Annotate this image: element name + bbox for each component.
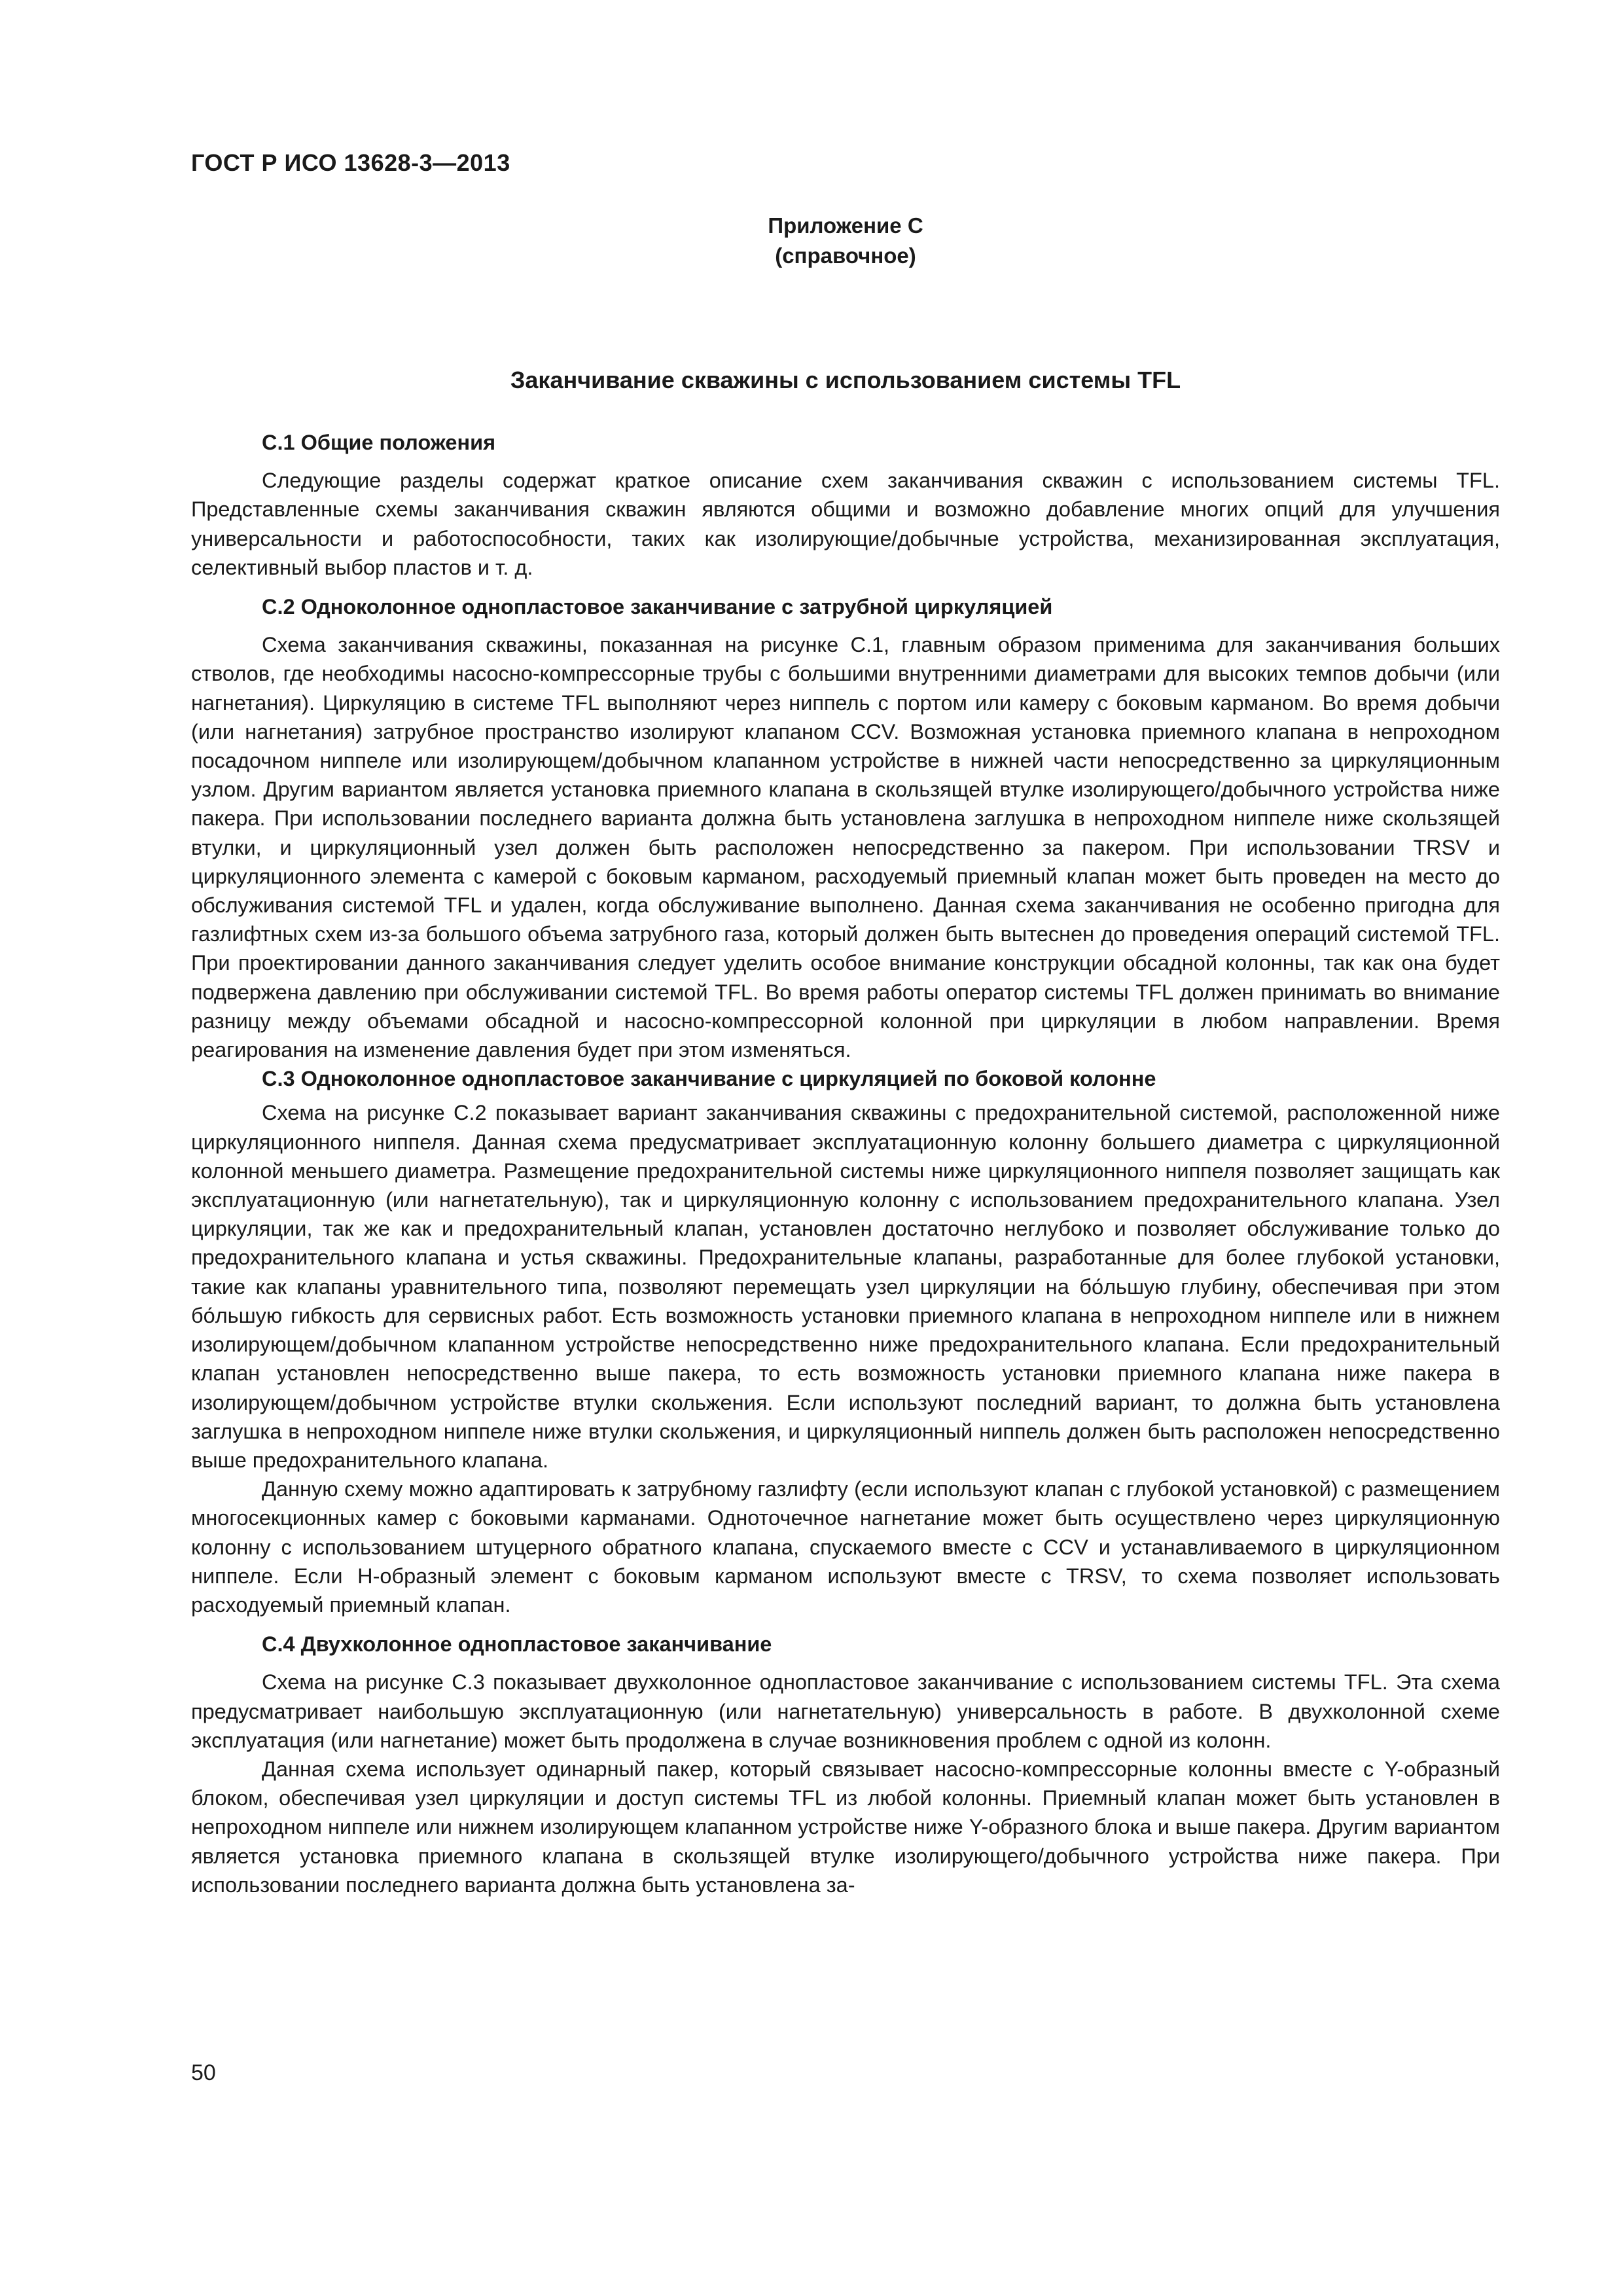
section-c3-paragraph-2: Данную схему можно адаптировать к затрубному газлифту (если используют клапан с глубокой установкой) с размещением многосекционных камер с боковыми карманами. Одноточечное нагнетание может быть осуществлено через циркуляционную колонну с использованием штуцерного обратного клапана, спускаемого вместе с CCV и устанавливаемого в циркуляционном ниппеле. Если H-образный элемент с боковым карманом используют вместе с TRSV, то схема позволяет использовать расходуемый приемный клапан.	[191, 1477, 1500, 1617]
appendix-subtitle: (справочное)	[775, 243, 916, 268]
document-page	[191, 0, 1500, 2296]
section-c3-paragraph-1: Схема на рисунке С.2 показывает вариант заканчивания скважины с предохранительной системой, расположенной ниже циркуляционного ниппеля. Данная схема предусматривает эксплуатационную колонну большего диаметра с циркуляционной колонной меньшего диаметра. Размещение предохранительной системы ниже циркуляционного ниппеля позволяет защищать как эксплуатационную (или нагнетательную), так и циркуляционную колонну с использованием предохранительного клапана. Узел циркуляции, так же как и предохранительный клапан, установлен достаточно неглубоко и позволяет обслуживание только до предохранительного клапана и устья скважины. Предохранительные клапаны, разработанные для более глубокой установки, такие как клапаны уравнительного типа, позволяют перемещать узел циркуляции на бо́льшую глубину, обеспечивая при этом бо́льшую гибкость для сервисных работ. Есть возможность установки приемного клапана в непроходном ниппеле или в нижнем изолирующем/добычном клапанном устройстве непосредственно ниже предохранительного клапана. Если предохранительный клапан установлен непосредственно выше пакера, то есть возможность установки приемного клапана ниже пакера в изолирующем/добычном устройстве втулки скольжения. Если используют последний вариант, то должна быть установлена заглушка в непроходном ниппеле ниже втулки скольжения, и циркуляционный ниппель должен быть расположен непосредственно выше предохранительного клапана.	[191, 1101, 1500, 1472]
section-c2-paragraph-1: Схема заканчивания скважины, показанная на рисунке С.1, главным образом применима для заканчивания больших стволов, где необходимы насосно-компрессорные трубы с большими внутренними диаметрами для высоких темпов добычи (или нагнетания). Циркуляцию в системе TFL выполняют через ниппель с портом или камеру с боковым карманом. Во время добычи (или нагнетания) затрубное пространство изолируют клапаном CCV. Возможная установка приемного клапана в непроходном посадочном ниппеле или изолирующем/добычном клапанном устройстве в нижней части непосредственно за циркуляционным узлом. Другим вариантом является установка приемного клапана в скользящей втулке изолирующего/добычного устройства ниже пакера. При использовании последнего варианта должна быть установлена заглушка в непроходном ниппеле ниже скользящей втулки, и циркуляционный узел должен быть расположен непосредственно за пакером. При использовании TRSV и циркуляционного элемента с камерой с боковым карманом, расходуемый приемный клапан может быть проведен на место до обслуживания системой TFL и удален, когда обслуживание выполнено. Данная схема заканчивания не особенно пригодна для газлифтных схем из-за большого объема затрубного газа, который должен быть вытеснен до проведения операций системой TFL. При проектировании данного заканчивания следует уделить особое внимание конструкции обсадной колонны, так как она будет подвержена давлению при обслуживании системой TFL. Во время работы оператор системы TFL должен принимать во внимание разницу между объемами обсадной и насосно-компрессорной колонной при циркуляции в любом направлении. Время реагирования на изменение давления будет при этом изменяться.	[191, 633, 1500, 1062]
section-c1-paragraph-1: Следующие разделы содержат краткое описание схем заканчивания скважин с использованием системы TFL. Представленные схемы заканчивания скважин являются общими и возможно добавление многих опций для улучшения универсальности и работоспособности, таких как изолирующие/добычные устройства, механизированная эксплуатация, селективный выбор пластов и т. д.	[191, 469, 1500, 579]
section-c4-paragraph-1: Схема на рисунке С.3 показывает двухколонное однопластовое заканчивание с использованием системы TFL. Эта схема предусматривает наибольшую эксплуатационную (или нагнетательную) универсальность в работе. В двухколонной схеме эксплуатация (или нагнетание) может быть продолжена в случае возникновения проблем с одной из колонн.	[191, 1670, 1500, 1752]
page-number: 50	[191, 2060, 216, 2085]
section-heading-c4: С.4 Двухколонное однопластовое заканчивание	[262, 1632, 772, 1657]
appendix-title: Приложение С	[768, 213, 923, 238]
section-c4-paragraph-2: Данная схема использует одинарный пакер, который связывает насосно-компрессорные колонны вместе с Y-образный блоком, обеспечивая узел циркуляции и доступ системы TFL из любой колонны. Приемный клапан может быть установлен в непроходном ниппеле или нижнем изолирующем клапанном устройстве ниже Y-образного блока и выше пакера. Другим вариантом является установка приемного клапана в скользящей втулке изолирующего/добычного устройства ниже пакера. При использовании последнего варианта должна быть установлена за-	[191, 1757, 1500, 1897]
section-heading-c1: С.1 Общие положения	[262, 431, 496, 454]
section-heading-c3: С.3 Одноколонное однопластовое заканчивание с циркуляцией по боковой колонне	[262, 1067, 1156, 1091]
section-heading-c2: С.2 Одноколонное однопластовое заканчивание с затрубной циркуляцией	[262, 595, 1053, 619]
main-title: Заканчивание скважины с использованием системы TFL	[510, 367, 1181, 393]
appendix-heading	[191, 211, 1500, 271]
document-body	[191, 424, 1500, 1899]
document-code: ГОСТ Р ИСО 13628-3—2013	[191, 149, 510, 176]
